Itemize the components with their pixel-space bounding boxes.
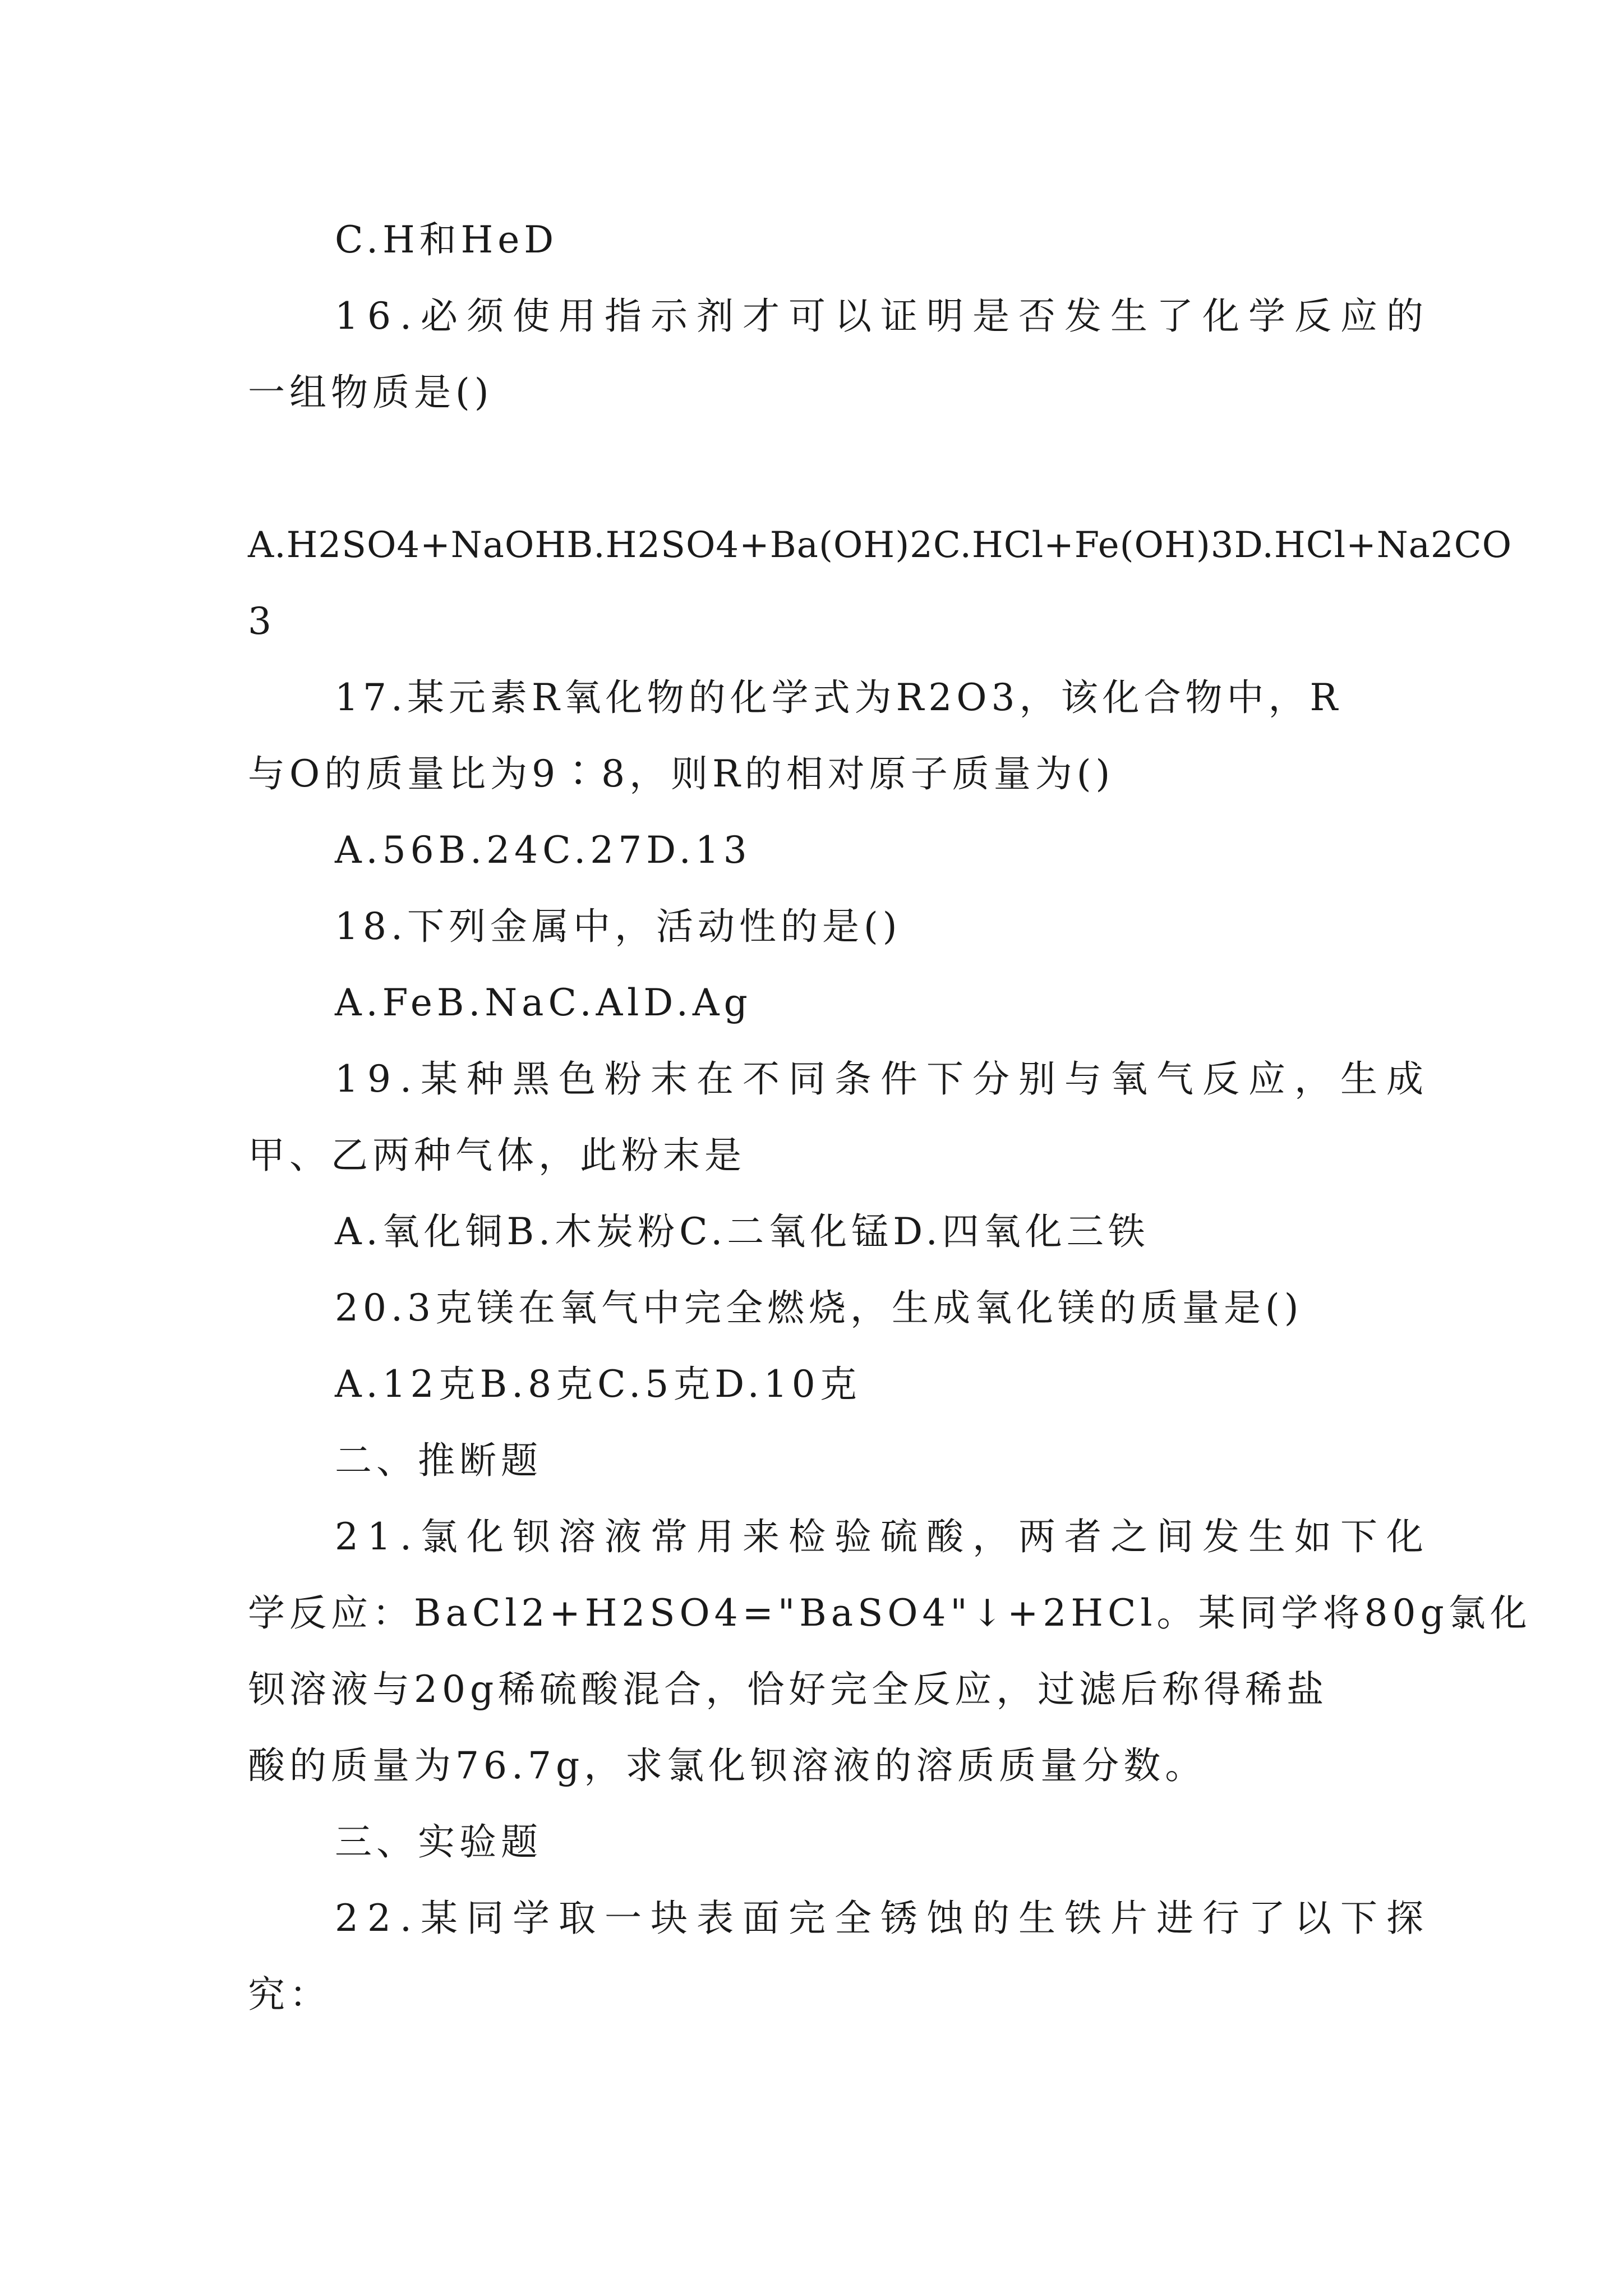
answer-options-q16-line-1: A.H2SO4+NaOHB.H2SO4+Ba(OH)2C.HCl+Fe(OH)3D.HCl+Na2CO bbox=[248, 524, 1513, 566]
question-21-line-3: 钡溶液与20g稀硫酸混合，恰好完全反应，过滤后称得稀盐 bbox=[248, 1668, 1329, 1711]
question-22-line-2: 究： bbox=[248, 1973, 331, 2016]
section-heading-inference: 二、推断题 bbox=[335, 1439, 542, 1482]
question-22-line-1: 22.某同学取一块表面完全锈蚀的生铁片进行了以下探 bbox=[335, 1897, 1432, 1940]
answer-options-q18: A.FeB.NaC.AlD.Ag bbox=[335, 981, 752, 1024]
answer-options-q20: A.12克B.8克C.5克D.10克 bbox=[335, 1363, 861, 1406]
question-16-line-1: 16.必须使用指示剂才可以证明是否发生了化学反应的 bbox=[335, 295, 1432, 338]
question-16-line-2: 一组物质是() bbox=[248, 371, 494, 414]
answer-options-q16-line-2: 3 bbox=[248, 600, 276, 643]
question-19-line-1: 19.某种黑色粉末在不同条件下分别与氧气反应，生成 bbox=[335, 1057, 1432, 1101]
section-heading-experiment: 三、实验题 bbox=[335, 1820, 542, 1864]
question-20: 20.3克镁在氧气中完全燃烧，生成氧化镁的质量是() bbox=[335, 1286, 1303, 1329]
question-19-line-2: 甲、乙两种气体，此粉末是 bbox=[248, 1134, 746, 1177]
question-17-line-2: 与O的质量比为9∶8，则R的相对原子质量为() bbox=[248, 752, 1115, 795]
question-21-line-1: 21.氯化钡溶液常用来检验硫酸，两者之间发生如下化 bbox=[335, 1515, 1432, 1558]
question-18: 18.下列金属中，活动性的是() bbox=[335, 905, 902, 948]
answer-options-q19: A.氧化铜B.木炭粉C.二氧化锰D.四氧化三铁 bbox=[335, 1210, 1150, 1253]
question-21-line-2: 学反应：BaCl2+H2SO4="BaSO4"↓+2HCl。某同学将80g氯化 bbox=[248, 1591, 1532, 1635]
question-17-line-1: 17.某元素R氧化物的化学式为R2O3，该化合物中，R bbox=[335, 676, 1343, 719]
answer-options-q15-cont: C.H和HeD bbox=[335, 218, 559, 261]
answer-options-q17: A.56B.24C.27D.13 bbox=[335, 829, 751, 872]
question-21-line-4: 酸的质量为76.7g，求氯化钡溶液的溶质质量分数。 bbox=[248, 1744, 1207, 1787]
